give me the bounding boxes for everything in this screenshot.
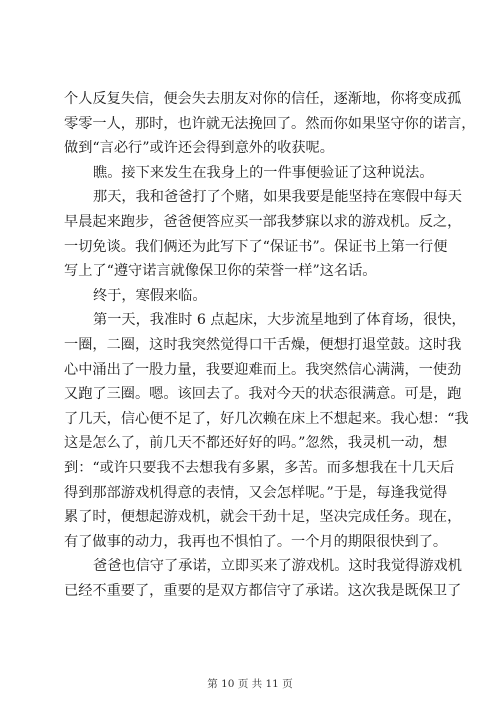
text-line-19: 有了做事的动力，我再也不惧怕了。一个月的期限很快到了。 bbox=[64, 533, 448, 550]
text-line-14: 了几天，信心便不足了，好几次赖在床上不想起来。我心想：“我 bbox=[64, 410, 469, 427]
text-line-12: 心中涌出了一股力量，我要迎难而上。我突然信心满满，一使劲 bbox=[64, 361, 462, 378]
text-line-1: 个人反复失信，便会失去朋友对你的信任，逐渐地，你将变成孤 bbox=[64, 91, 462, 107]
text-line-5: 那天，我和爸爸打了个赌，如果我要是能坚持在寒假中每天 bbox=[93, 189, 462, 206]
text-line-10: 第一天，我准时 6 点起床，大步流星地到了体育场，很快， bbox=[93, 312, 466, 329]
text-line-6: 早晨起来跑步，爸爸便答应买一部我梦寐以求的游戏机。反之， bbox=[64, 213, 462, 230]
text-line-17: 得到那部游戏机得意的表情，又会怎样呢。”于是，每逢我觉得 bbox=[64, 484, 448, 501]
text-line-15: 这是怎么了，前几天不都还好好的吗。”忽然，我灵机一动，想 bbox=[64, 435, 448, 452]
page-footer: 第 10 页 共 11 页 bbox=[207, 678, 293, 690]
text-line-9: 终于，寒假来临。 bbox=[93, 287, 207, 304]
text-line-20: 爸爸也信守了承诺，立即买来了游戏机。这时我觉得游戏机 bbox=[93, 558, 462, 575]
text-line-4: 瞧。接下来发生在我身上的一件事便验证了这种说法。 bbox=[93, 164, 434, 181]
text-line-7: 一切免谈。我们俩还为此写下了“保证书”。保证书上第一行便 bbox=[64, 238, 448, 255]
text-line-11: 一圈，二圈，这时我突然觉得口干舌燥，便想打退堂鼓。这时我 bbox=[64, 336, 462, 353]
text-line-8: 写上了“遵守诺言就像保卫你的荣誉一样”这名话。 bbox=[64, 263, 377, 280]
text-line-16: 到：“或许只要我不去想我有多累，多苦。而多想我在十几天后 bbox=[64, 459, 455, 476]
text-line-21: 已经不重要了，重要的是双方都信守了承诺。这次我是既保卫了 bbox=[64, 582, 462, 599]
text-line-13: 又跑了三圈。嗯。该回去了。我对今天的状态很满意。可是，跑 bbox=[64, 386, 462, 403]
document-body bbox=[64, 87, 476, 603]
text-line-18: 累了时，便想起游戏机，就会干劲十足，坚决完成任务。现在， bbox=[64, 509, 462, 526]
text-line-2: 零零一人，那时，也许就无法挽回了。然而你如果坚守你的诺言， bbox=[64, 115, 476, 132]
text-line-3: 做到“言必行”或许还会得到意外的收获呢。 bbox=[64, 140, 334, 157]
